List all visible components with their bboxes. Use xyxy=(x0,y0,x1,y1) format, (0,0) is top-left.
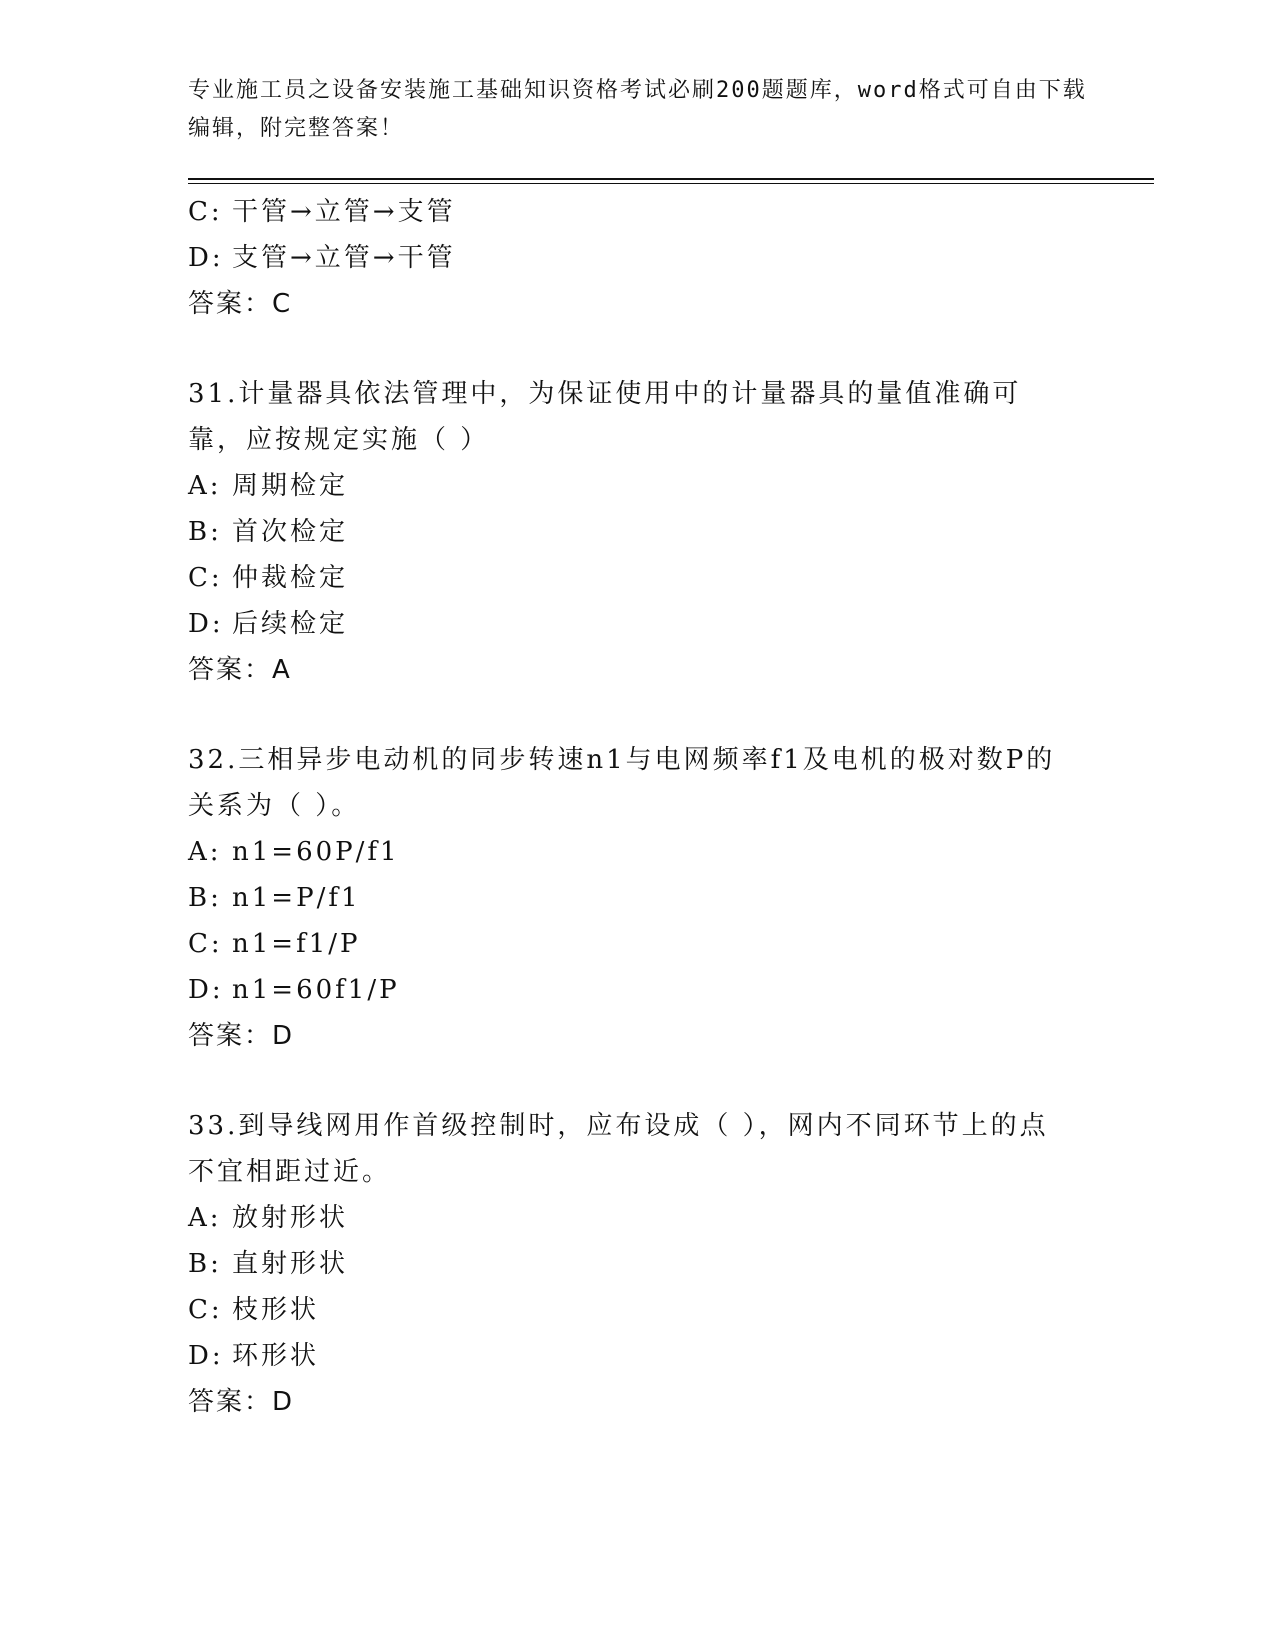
question-33 xyxy=(188,1103,1088,1425)
question-stem: 33.到导线网用作首级控制时，应布设成（ ），网内不同环节上的点不宜相距过近。 xyxy=(188,1111,1049,1187)
option-text: 直射形状 xyxy=(232,1249,349,1279)
option-text: 干管→立管→支管 xyxy=(232,197,456,227)
option-c xyxy=(188,555,1088,601)
header-rule-thick xyxy=(188,178,1154,180)
option-letter: C: xyxy=(188,1295,223,1325)
question-stem: 32.三相异步电动机的同步转速n1与电网频率f1及电机的极对数P的关系为（ ）。 xyxy=(188,745,1056,821)
question-stem: 31.计量器具依法管理中，为保证使用中的计量器具的量值准确可靠，应按规定实施（ ） xyxy=(188,379,1022,455)
option-text: n1=60f1/P xyxy=(232,975,400,1005)
option-d xyxy=(188,601,1088,647)
option-text: 周期检定 xyxy=(232,471,349,501)
option-text: 枝形状 xyxy=(232,1295,320,1325)
option-text: 后续检定 xyxy=(232,609,349,639)
answer-label: 答案：A xyxy=(188,655,292,685)
option-c xyxy=(188,189,1088,235)
option-letter: A: xyxy=(188,1203,222,1233)
option-letter: B: xyxy=(188,517,222,547)
option-text: n1=60P/f1 xyxy=(232,837,400,867)
option-b xyxy=(188,875,1088,921)
option-text: 仲裁检定 xyxy=(232,563,349,593)
option-letter: D: xyxy=(188,1341,224,1371)
answer-label: 答案：D xyxy=(188,1387,295,1417)
option-text: 放射形状 xyxy=(232,1203,349,1233)
option-c xyxy=(188,921,1088,967)
option-a xyxy=(188,829,1088,875)
option-text: n1=f1/P xyxy=(232,929,361,959)
option-letter: C: xyxy=(188,563,223,593)
option-d xyxy=(188,967,1088,1013)
option-letter: C: xyxy=(188,197,223,227)
question-31 xyxy=(188,371,1088,693)
option-letter: D: xyxy=(188,609,224,639)
option-c xyxy=(188,1287,1088,1333)
header-rule-thin xyxy=(188,183,1154,184)
option-letter: B: xyxy=(188,883,222,913)
option-a xyxy=(188,463,1088,509)
option-text: 环形状 xyxy=(232,1341,320,1371)
option-d xyxy=(188,235,1088,281)
answer-label: 答案：C xyxy=(188,289,293,319)
option-a xyxy=(188,1195,1088,1241)
option-text: 首次检定 xyxy=(232,517,349,547)
option-d xyxy=(188,1333,1088,1379)
option-b xyxy=(188,509,1088,555)
option-b xyxy=(188,1241,1088,1287)
option-letter: B: xyxy=(188,1249,222,1279)
option-letter: A: xyxy=(188,471,222,501)
option-letter: A: xyxy=(188,837,222,867)
option-text: n1=P/f1 xyxy=(232,883,361,913)
question-list xyxy=(188,189,1088,1425)
document-header xyxy=(188,72,1088,148)
question-fragment xyxy=(188,189,1088,327)
question-32 xyxy=(188,737,1088,1059)
option-letter: D: xyxy=(188,975,224,1005)
header-title: 专业施工员之设备安装施工基础知识资格考试必刷200题题库，word格式可自由下载编辑，附完整答案！ xyxy=(188,78,1087,141)
option-letter: D: xyxy=(188,243,224,273)
option-text: 支管→立管→干管 xyxy=(232,243,456,273)
answer-label: 答案：D xyxy=(188,1021,295,1051)
option-letter: C: xyxy=(188,929,223,959)
